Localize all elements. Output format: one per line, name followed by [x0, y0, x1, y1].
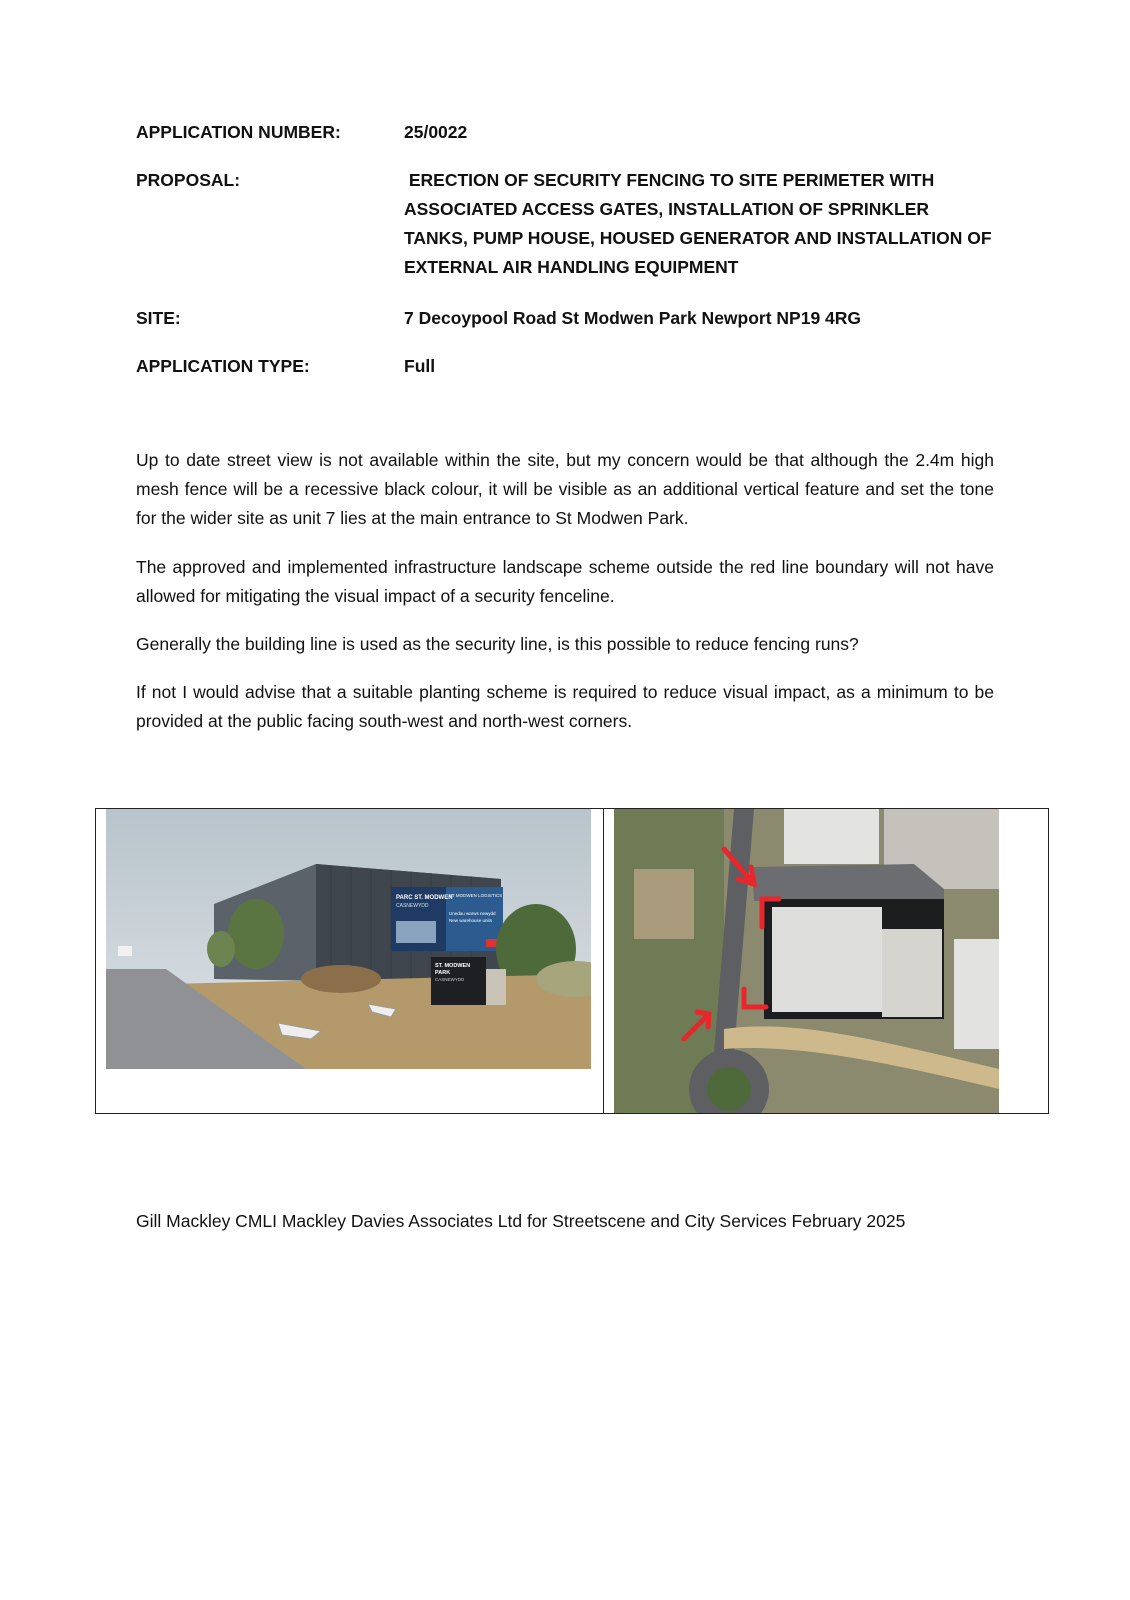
- body-paragraph-3: Generally the building line is used as the security line, is this possible to reduce fencing runs?: [136, 634, 859, 654]
- monolith-line-3: CASNEWYDD: [435, 977, 465, 982]
- application-type-value: Full: [404, 356, 436, 376]
- body-paragraph-2: The approved and implemented infrastructure landscape scheme outside the red line boundary will not have allowed for mitigating the visual impact of a security fenceline.: [136, 557, 994, 606]
- application-number-label: APPLICATION NUMBER:: [136, 122, 341, 142]
- van: [118, 946, 132, 956]
- tree: [228, 899, 284, 969]
- billboard-line-1: Unedau warws newydd: [449, 911, 496, 916]
- building: [954, 939, 999, 1049]
- application-number-value: 25/0022: [404, 122, 468, 142]
- street-view-photo: [106, 809, 591, 1069]
- unit-7-roof: [772, 907, 882, 1012]
- aerial-view-photo: [614, 809, 999, 1113]
- site-label: SITE:: [136, 308, 181, 328]
- proposal-value: ERECTION OF SECURITY FENCING TO SITE PERIMETER WITH ASSOCIATED ACCESS GATES, INSTALLATION OF SPRINKLER TANKS, PUMP HOUSE, HOUSED GENERATOR AND INSTALLATION OF EXTERNAL AIR HANDLING EQUIPMENT: [404, 170, 997, 277]
- roundabout-centre: [707, 1067, 751, 1111]
- monolith-line-2: PARK: [435, 970, 451, 976]
- tree: [207, 931, 235, 967]
- application-type-label: APPLICATION TYPE:: [136, 356, 310, 376]
- yard: [882, 929, 942, 1017]
- site-value: 7 Decoypool Road St Modwen Park Newport NP19 4RG: [404, 308, 862, 328]
- earthworks: [634, 869, 694, 939]
- street-view-illustration: [106, 809, 591, 1069]
- billboard-title: PARC ST. MODWEN: [396, 895, 453, 901]
- shrub: [301, 965, 381, 993]
- body-paragraph-1: Up to date street view is not available within the site, but my concern would be that although the 2.4m high mesh fence will be a recessive black colour, it will be visible as an additional vertical feature and set the tone for the wider site as unit 7 lies at the main entrance to St Modwen Park.: [136, 450, 994, 528]
- proposal-label: PROPOSAL:: [136, 170, 241, 190]
- building: [784, 809, 879, 864]
- footer-credit: Gill Mackley CMLI Mackley Davies Associates Ltd for Streetscene and City Services February 2025: [136, 1211, 906, 1231]
- monolith-line-1: ST. MODWEN: [435, 963, 471, 969]
- aerial-view-illustration: [614, 809, 999, 1113]
- body-paragraph-4: If not I would advise that a suitable planting scheme is required to reduce visual impact, as a minimum to be provided at the public facing south-west and north-west corners.: [136, 682, 994, 731]
- billboard-subtitle: CASNEWYDD: [396, 903, 429, 909]
- billboard-brand: ST MODWEN LOGISTICS: [449, 893, 503, 898]
- site-billboard: [391, 887, 503, 951]
- billboard-line-2: New warehouse units: [449, 918, 493, 923]
- image-table-divider: [603, 808, 604, 1114]
